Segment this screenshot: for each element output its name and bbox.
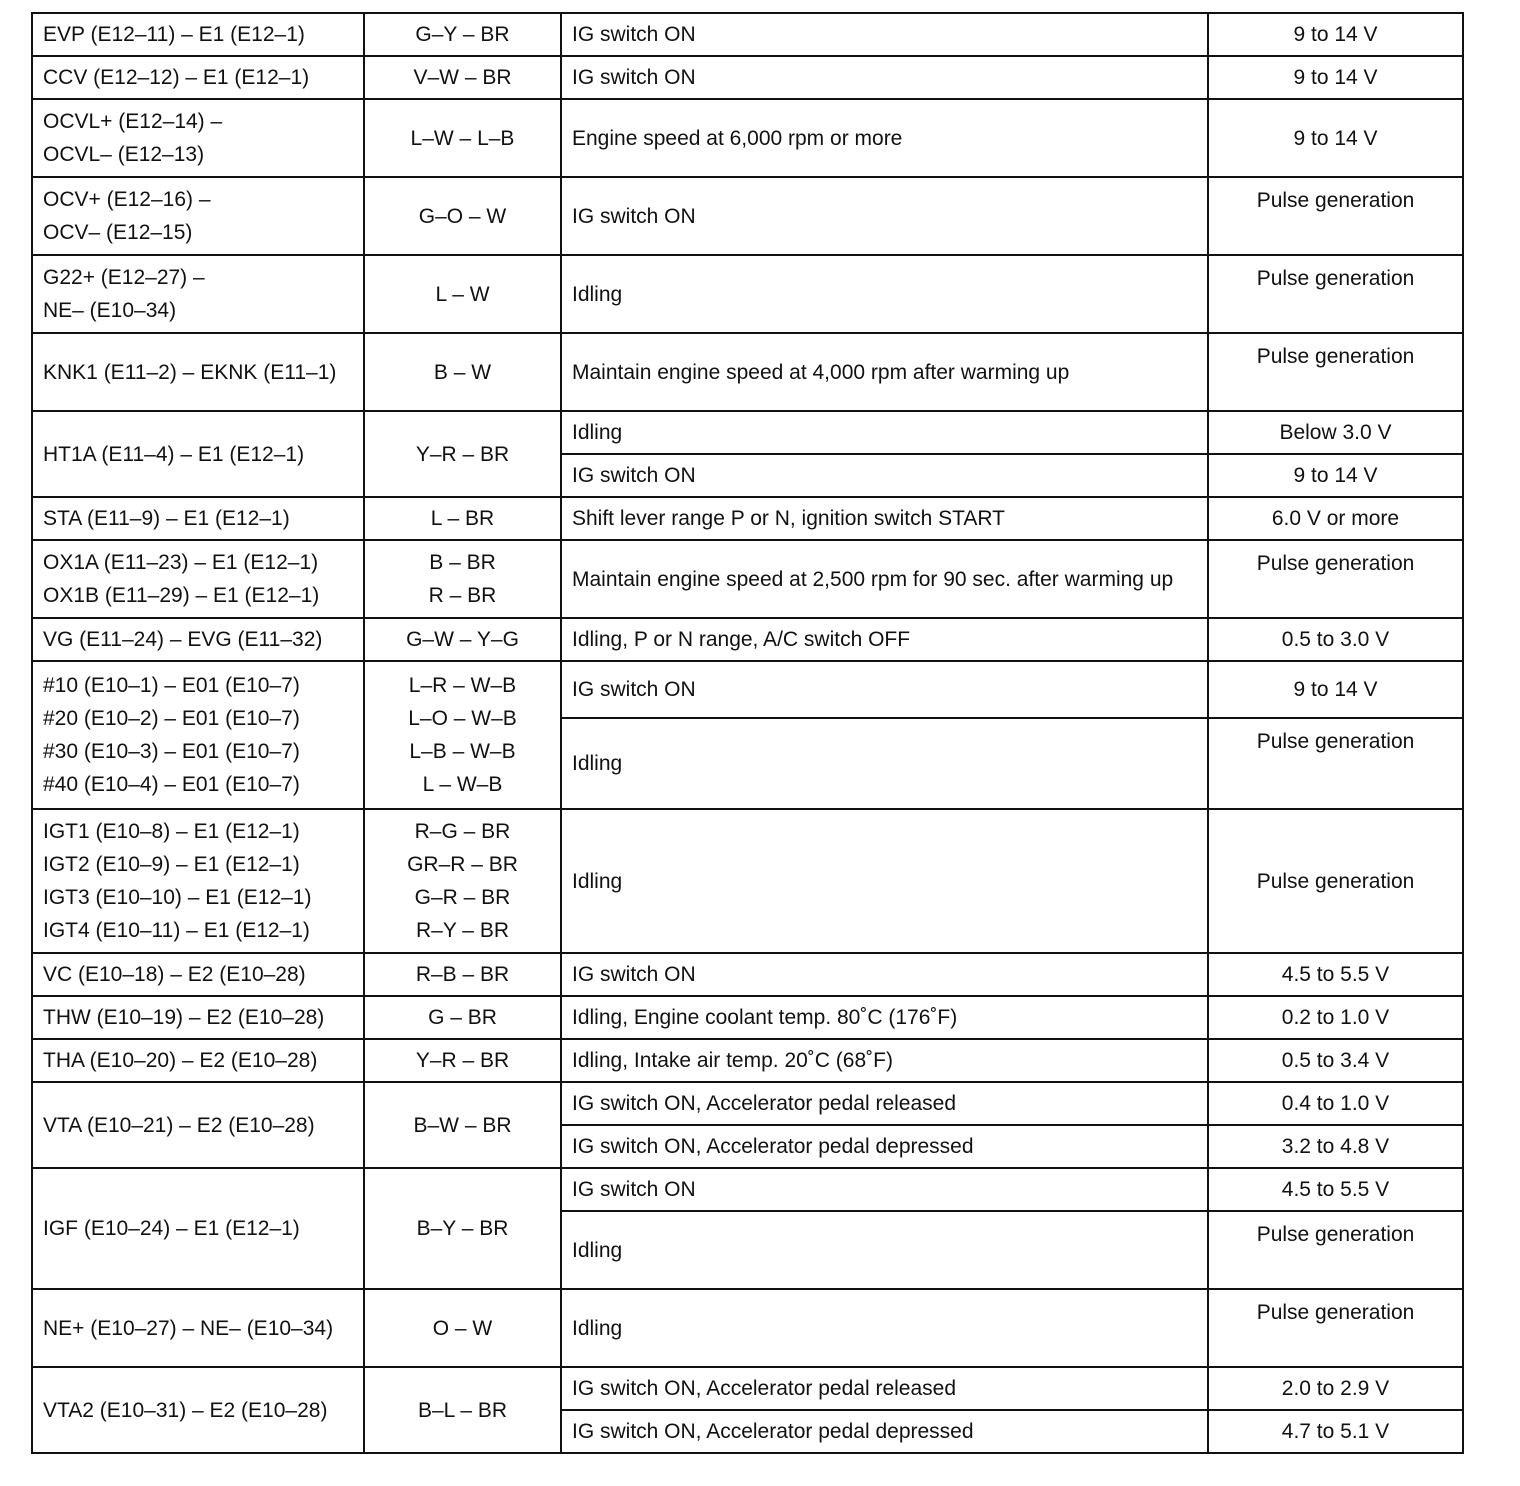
wiring-color-cell: B–W – BR xyxy=(364,1082,561,1168)
wiring-color-cell: G – BR xyxy=(364,996,561,1039)
specified-condition-cell: 9 to 14 V xyxy=(1208,99,1463,177)
wiring-color-cell: G–W – Y–G xyxy=(364,618,561,661)
condition-cell: Idling xyxy=(561,1289,1208,1367)
wiring-color-cell: L – W xyxy=(364,255,561,333)
table-row xyxy=(32,1367,1463,1410)
table-row xyxy=(32,1082,1463,1125)
wiring-color-cell: G–O – W xyxy=(364,177,561,255)
table-body xyxy=(32,13,1463,1453)
terminal-cell: CCV (E12–12) – E1 (E12–1) xyxy=(32,56,364,99)
terminal-cell: IGF (E10–24) – E1 (E12–1) xyxy=(32,1168,364,1289)
table-row xyxy=(32,1289,1463,1367)
condition-cell: Idling xyxy=(561,255,1208,333)
condition-cell: Maintain engine speed at 4,000 rpm after warming up xyxy=(561,333,1208,411)
specified-condition-cell: 0.5 to 3.0 V xyxy=(1208,618,1463,661)
specified-condition-cell: Pulse generation xyxy=(1208,255,1463,333)
table-row xyxy=(32,497,1463,540)
wiring-color-cell: Y–R – BR xyxy=(364,1039,561,1082)
specified-condition-cell: 0.5 to 3.4 V xyxy=(1208,1039,1463,1082)
table-row xyxy=(32,540,1463,618)
terminal-cell: KNK1 (E11–2) – EKNK (E11–1) xyxy=(32,333,364,411)
terminal-cell: THA (E10–20) – E2 (E10–28) xyxy=(32,1039,364,1082)
specified-condition-cell: 0.2 to 1.0 V xyxy=(1208,996,1463,1039)
wiring-color-cell: O – W xyxy=(364,1289,561,1367)
terminal-spec-table xyxy=(31,12,1464,1454)
terminal-cell: #10 (E10–1) – E01 (E10–7) #20 (E10–2) – E01 (E10–7) #30 (E10–3) – E01 (E10–7) #40 (E10–4) – E01 (E10–7) xyxy=(32,661,364,809)
condition-cell: Idling xyxy=(561,809,1208,953)
terminal-cell: IGT1 (E10–8) – E1 (E12–1) IGT2 (E10–9) – E1 (E12–1) IGT3 (E10–10) – E1 (E12–1) IGT4 (E10–11) – E1 (E12–1) xyxy=(32,809,364,953)
specified-condition-cell: Pulse generation xyxy=(1208,718,1463,809)
specified-condition-cell: 4.5 to 5.5 V xyxy=(1208,953,1463,996)
condition-cell: IG switch ON xyxy=(561,56,1208,99)
condition-cell: IG switch ON xyxy=(561,661,1208,718)
table-row xyxy=(32,255,1463,333)
specified-condition-cell: Pulse generation xyxy=(1208,540,1463,618)
condition-cell: Maintain engine speed at 2,500 rpm for 90 sec. after warming up xyxy=(561,540,1208,618)
condition-cell: Shift lever range P or N, ignition switch START xyxy=(561,497,1208,540)
wiring-color-cell: R–B – BR xyxy=(364,953,561,996)
table-row xyxy=(32,333,1463,411)
table-row xyxy=(32,56,1463,99)
terminal-cell: STA (E11–9) – E1 (E12–1) xyxy=(32,497,364,540)
condition-cell: IG switch ON, Accelerator pedal depressed xyxy=(561,1410,1208,1453)
specified-condition-cell: 9 to 14 V xyxy=(1208,661,1463,718)
condition-cell: IG switch ON xyxy=(561,953,1208,996)
specified-condition-cell: Pulse generation xyxy=(1208,1211,1463,1289)
specified-condition-cell: 0.4 to 1.0 V xyxy=(1208,1082,1463,1125)
specified-condition-cell: 9 to 14 V xyxy=(1208,13,1463,56)
condition-cell: IG switch ON, Accelerator pedal released xyxy=(561,1082,1208,1125)
condition-cell: Idling, Intake air temp. 20˚C (68˚F) xyxy=(561,1039,1208,1082)
specified-condition-cell: 4.5 to 5.5 V xyxy=(1208,1168,1463,1211)
table-row xyxy=(32,177,1463,255)
wiring-color-cell: B – BR R – BR xyxy=(364,540,561,618)
wiring-color-cell: L–R – W–B L–O – W–B L–B – W–B L – W–B xyxy=(364,661,561,809)
specified-condition-cell: 2.0 to 2.9 V xyxy=(1208,1367,1463,1410)
condition-cell: IG switch ON xyxy=(561,454,1208,497)
specified-condition-cell: 3.2 to 4.8 V xyxy=(1208,1125,1463,1168)
wiring-color-cell: V–W – BR xyxy=(364,56,561,99)
terminal-cell: G22+ (E12–27) – NE– (E10–34) xyxy=(32,255,364,333)
wiring-color-cell: Y–R – BR xyxy=(364,411,561,497)
terminal-cell: OX1A (E11–23) – E1 (E12–1) OX1B (E11–29) – E1 (E12–1) xyxy=(32,540,364,618)
specified-condition-cell: Pulse generation xyxy=(1208,177,1463,255)
table-row xyxy=(32,1168,1463,1211)
condition-cell: Idling, P or N range, A/C switch OFF xyxy=(561,618,1208,661)
condition-cell: Engine speed at 6,000 rpm or more xyxy=(561,99,1208,177)
wiring-color-cell: R–G – BR GR–R – BR G–R – BR R–Y – BR xyxy=(364,809,561,953)
condition-cell: Idling, Engine coolant temp. 80˚C (176˚F) xyxy=(561,996,1208,1039)
wiring-color-cell: G–Y – BR xyxy=(364,13,561,56)
table-row xyxy=(32,953,1463,996)
table-row xyxy=(32,618,1463,661)
specified-condition-cell: Pulse generation xyxy=(1208,1289,1463,1367)
terminal-cell: VTA (E10–21) – E2 (E10–28) xyxy=(32,1082,364,1168)
terminal-cell: HT1A (E11–4) – E1 (E12–1) xyxy=(32,411,364,497)
condition-cell: Idling xyxy=(561,1211,1208,1289)
terminal-cell: VG (E11–24) – EVG (E11–32) xyxy=(32,618,364,661)
specified-condition-cell: 6.0 V or more xyxy=(1208,497,1463,540)
terminal-cell: VTA2 (E10–31) – E2 (E10–28) xyxy=(32,1367,364,1453)
terminal-cell: OCVL+ (E12–14) – OCVL– (E12–13) xyxy=(32,99,364,177)
terminal-cell: NE+ (E10–27) – NE– (E10–34) xyxy=(32,1289,364,1367)
specified-condition-cell: Below 3.0 V xyxy=(1208,411,1463,454)
condition-cell: IG switch ON, Accelerator pedal depressed xyxy=(561,1125,1208,1168)
condition-cell: Idling xyxy=(561,718,1208,809)
specified-condition-cell: Pulse generation xyxy=(1208,809,1463,953)
terminal-cell: VC (E10–18) – E2 (E10–28) xyxy=(32,953,364,996)
wiring-color-cell: B–L – BR xyxy=(364,1367,561,1453)
condition-cell: IG switch ON, Accelerator pedal released xyxy=(561,1367,1208,1410)
table-row xyxy=(32,996,1463,1039)
table-row xyxy=(32,1039,1463,1082)
wiring-color-cell: L – BR xyxy=(364,497,561,540)
table-row xyxy=(32,13,1463,56)
condition-cell: IG switch ON xyxy=(561,13,1208,56)
condition-cell: IG switch ON xyxy=(561,177,1208,255)
condition-cell: IG switch ON xyxy=(561,1168,1208,1211)
table-row xyxy=(32,661,1463,718)
wiring-color-cell: B – W xyxy=(364,333,561,411)
wiring-color-cell: L–W – L–B xyxy=(364,99,561,177)
table-row xyxy=(32,809,1463,953)
specified-condition-cell: Pulse generation xyxy=(1208,333,1463,411)
table-row xyxy=(32,99,1463,177)
table-row xyxy=(32,411,1463,454)
wiring-color-cell: B–Y – BR xyxy=(364,1168,561,1289)
terminal-cell: OCV+ (E12–16) – OCV– (E12–15) xyxy=(32,177,364,255)
specified-condition-cell: 9 to 14 V xyxy=(1208,454,1463,497)
terminal-cell: EVP (E12–11) – E1 (E12–1) xyxy=(32,13,364,56)
condition-cell: Idling xyxy=(561,411,1208,454)
specified-condition-cell: 9 to 14 V xyxy=(1208,56,1463,99)
terminal-cell: THW (E10–19) – E2 (E10–28) xyxy=(32,996,364,1039)
specified-condition-cell: 4.7 to 5.1 V xyxy=(1208,1410,1463,1453)
